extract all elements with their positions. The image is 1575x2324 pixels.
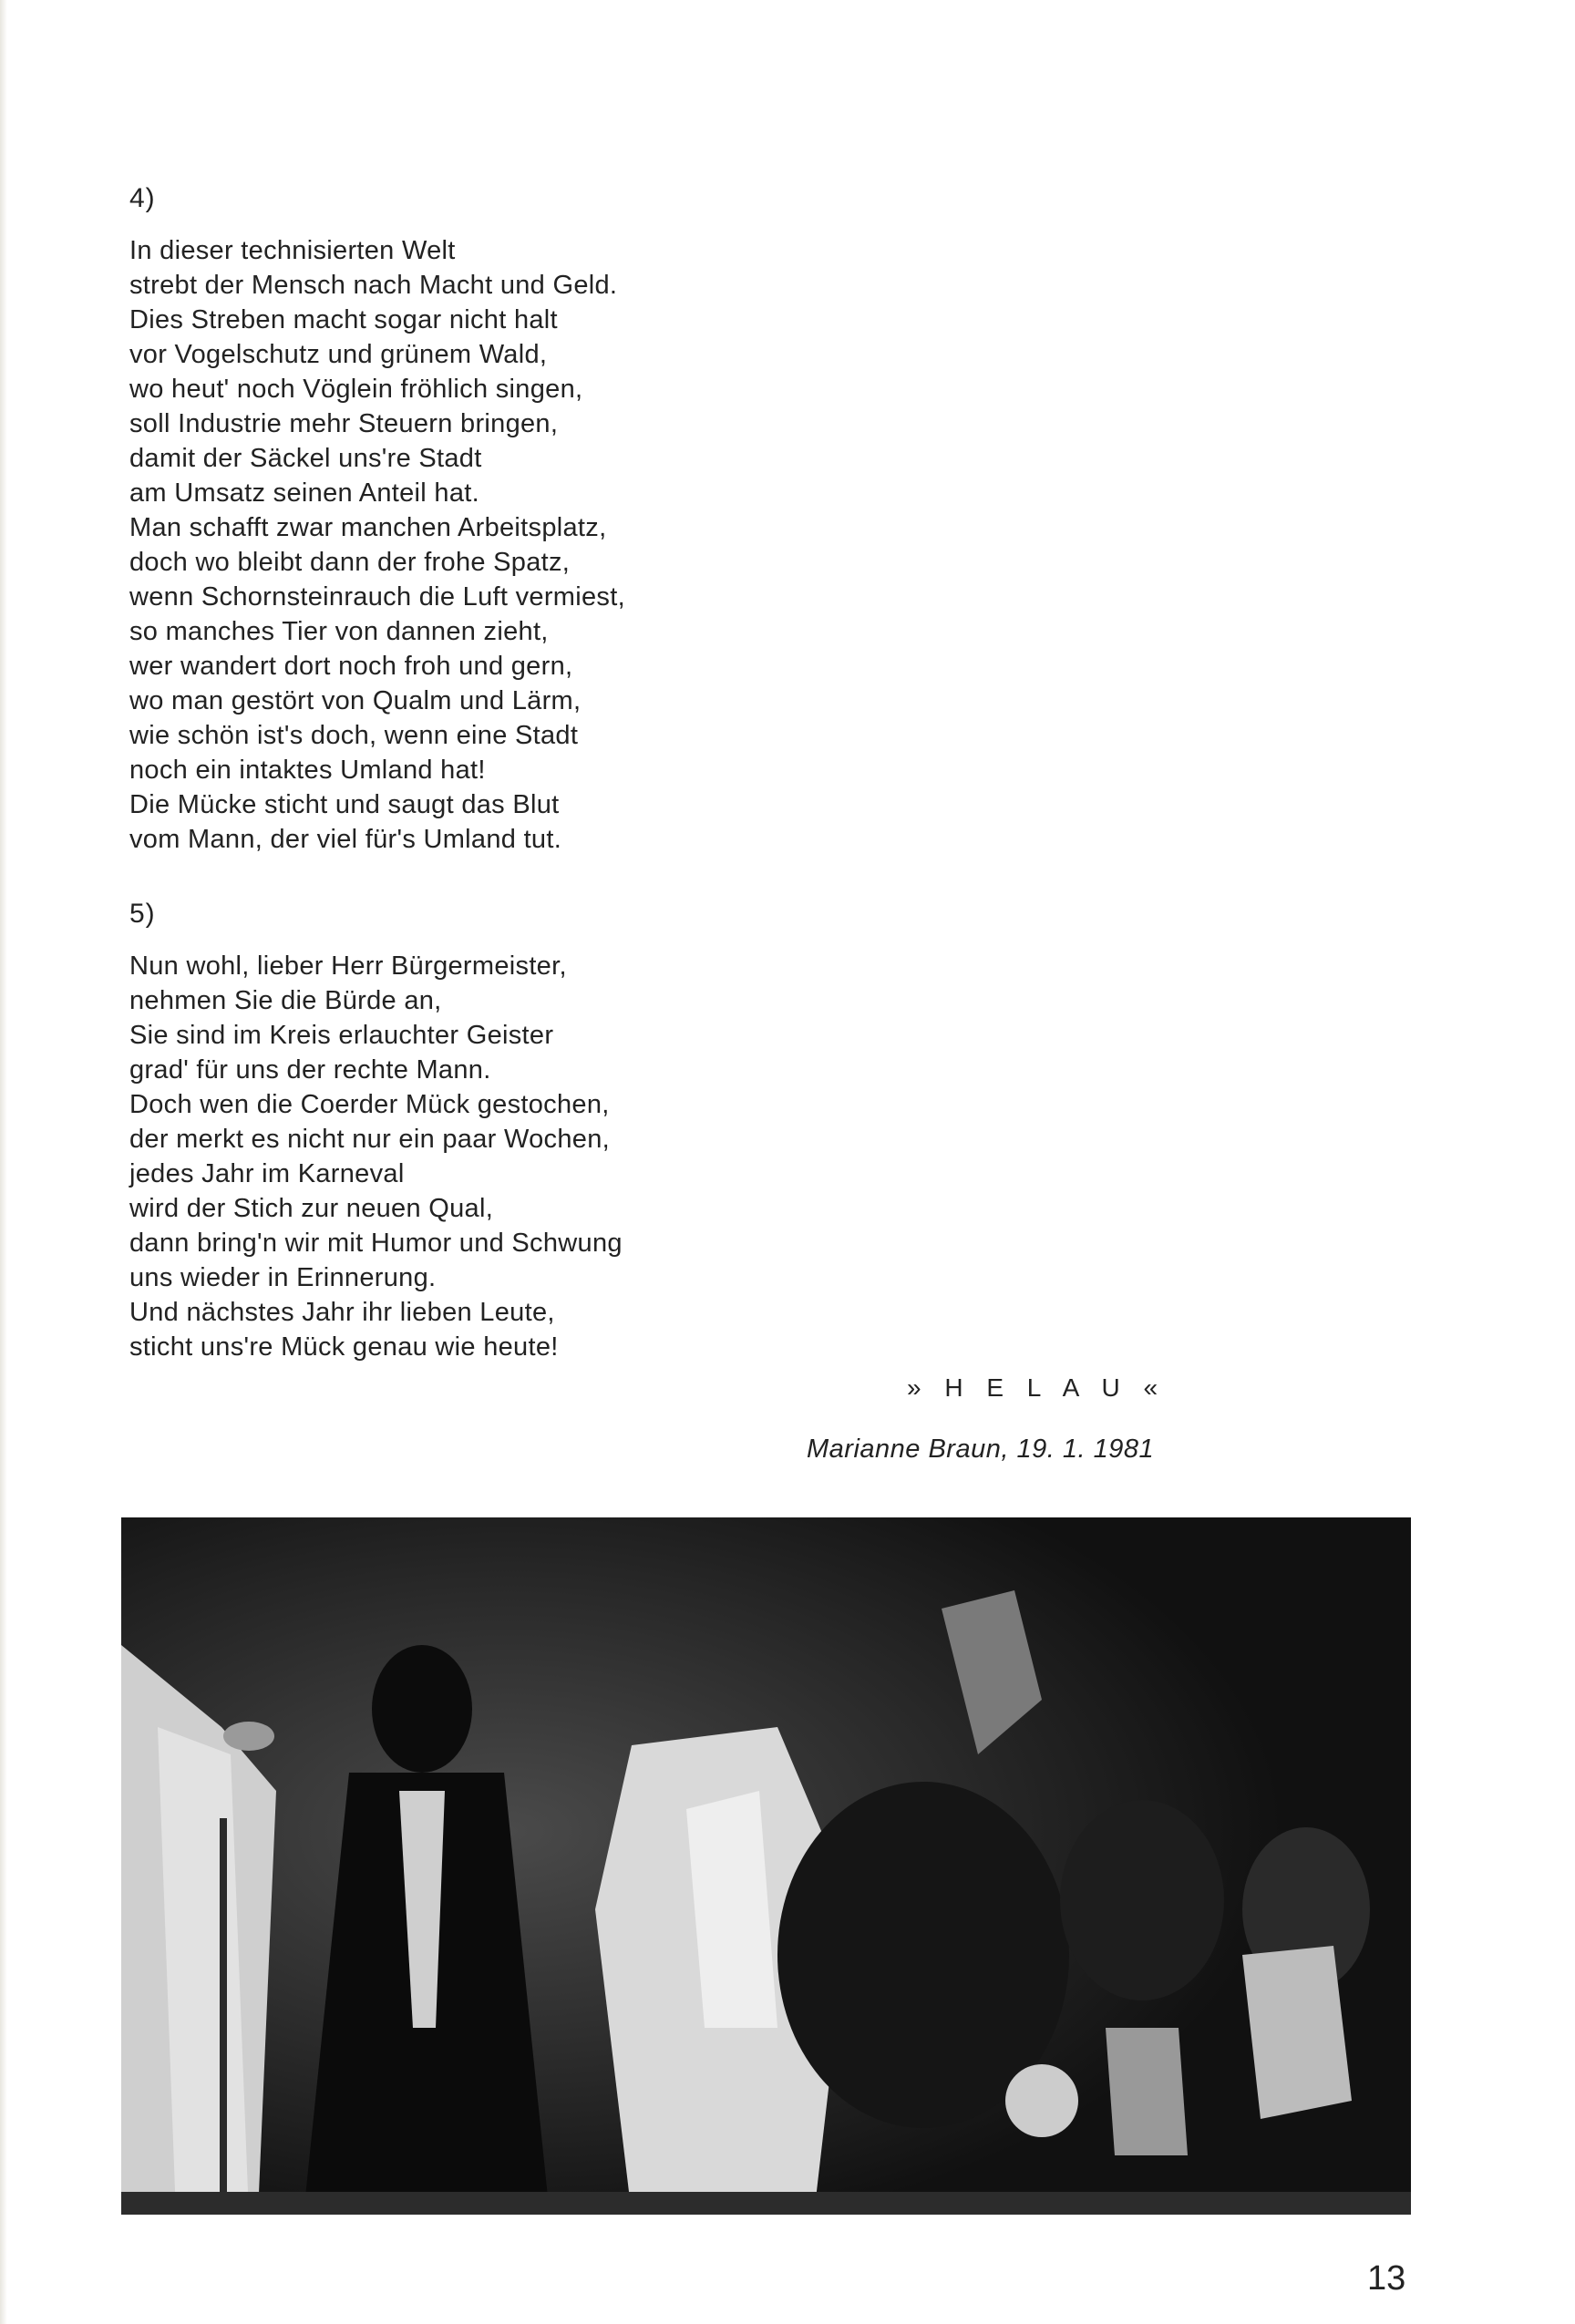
verse-line: am Umsatz seinen Anteil hat.: [129, 478, 479, 508]
verse-line: wenn Schornsteinrauch die Luft vermiest,: [129, 582, 625, 612]
verse-line: vom Mann, der viel für's Umland tut.: [129, 825, 562, 854]
stanza-5: [129, 898, 804, 1364]
verse-line: Dies Streben macht sogar nicht halt: [129, 305, 558, 334]
verse-line: sticht uns're Mück genau wie heute!: [129, 1332, 559, 1362]
verse-line: vor Vogelschutz und grünem Wald,: [129, 340, 548, 369]
verse-line: Nun wohl, lieber Herr Bürgermeister,: [129, 951, 567, 981]
verse-line: wo heut' noch Vöglein fröhlich singen,: [129, 375, 583, 404]
stanza-number: 5): [129, 899, 156, 929]
carnival-photo: [121, 1517, 1411, 2215]
verse-line: Man schafft zwar manchen Arbeitsplatz,: [129, 513, 607, 542]
verse-line: wer wandert dort noch froh und gern,: [129, 652, 573, 681]
verse-line: doch wo bleibt dann der frohe Spatz,: [129, 548, 571, 577]
verse-line: Sie sind im Kreis erlauchter Geister: [129, 1021, 554, 1050]
verse-line: Die Mücke sticht und saugt das Blut: [129, 790, 560, 819]
page-number: 13: [1367, 2259, 1406, 2298]
verse-line: so manches Tier von dannen zieht,: [129, 617, 549, 646]
verse-line: der merkt es nicht nur ein paar Wochen,: [129, 1125, 610, 1154]
verse-line: uns wieder in Erinnerung.: [129, 1263, 437, 1292]
verse-line: wie schön ist's doch, wenn eine Stadt: [129, 721, 579, 750]
verse-line: In dieser technisierten Welt: [129, 236, 456, 265]
verse-line: Und nächstes Jahr ihr lieben Leute,: [129, 1298, 555, 1327]
verse-line: soll Industrie mehr Steuern bringen,: [129, 409, 559, 438]
verse-line: Doch wen die Coerder Mück gestochen,: [129, 1090, 610, 1119]
verse-line: nehmen Sie die Bürde an,: [129, 986, 442, 1015]
verse-line: damit der Säckel uns're Stadt: [129, 444, 482, 473]
photo-illustration: [121, 1517, 1411, 2215]
stanza-4-lines: [129, 233, 804, 857]
scan-edge: [0, 0, 7, 2324]
stanza-5-lines: [129, 949, 804, 1364]
closing-exclamation: » H E L A U «: [907, 1373, 1167, 1402]
verse-line: wird der Stich zur neuen Qual,: [129, 1194, 494, 1223]
verse-line: grad' für uns der rechte Mann.: [129, 1055, 491, 1085]
stanza-4: [129, 182, 804, 857]
verse-line: wo man gestört von Qualm und Lärm,: [129, 686, 582, 715]
author-signature: Marianne Braun, 19. 1. 1981: [807, 1435, 1155, 1464]
verse-line: jedes Jahr im Karneval: [129, 1159, 405, 1188]
verse-line: dann bring'n wir mit Humor und Schwung: [129, 1229, 623, 1258]
verse-line: noch ein intaktes Umland hat!: [129, 756, 486, 785]
stanza-number: 4): [129, 183, 156, 213]
verse-line: strebt der Mensch nach Macht und Geld.: [129, 271, 618, 300]
